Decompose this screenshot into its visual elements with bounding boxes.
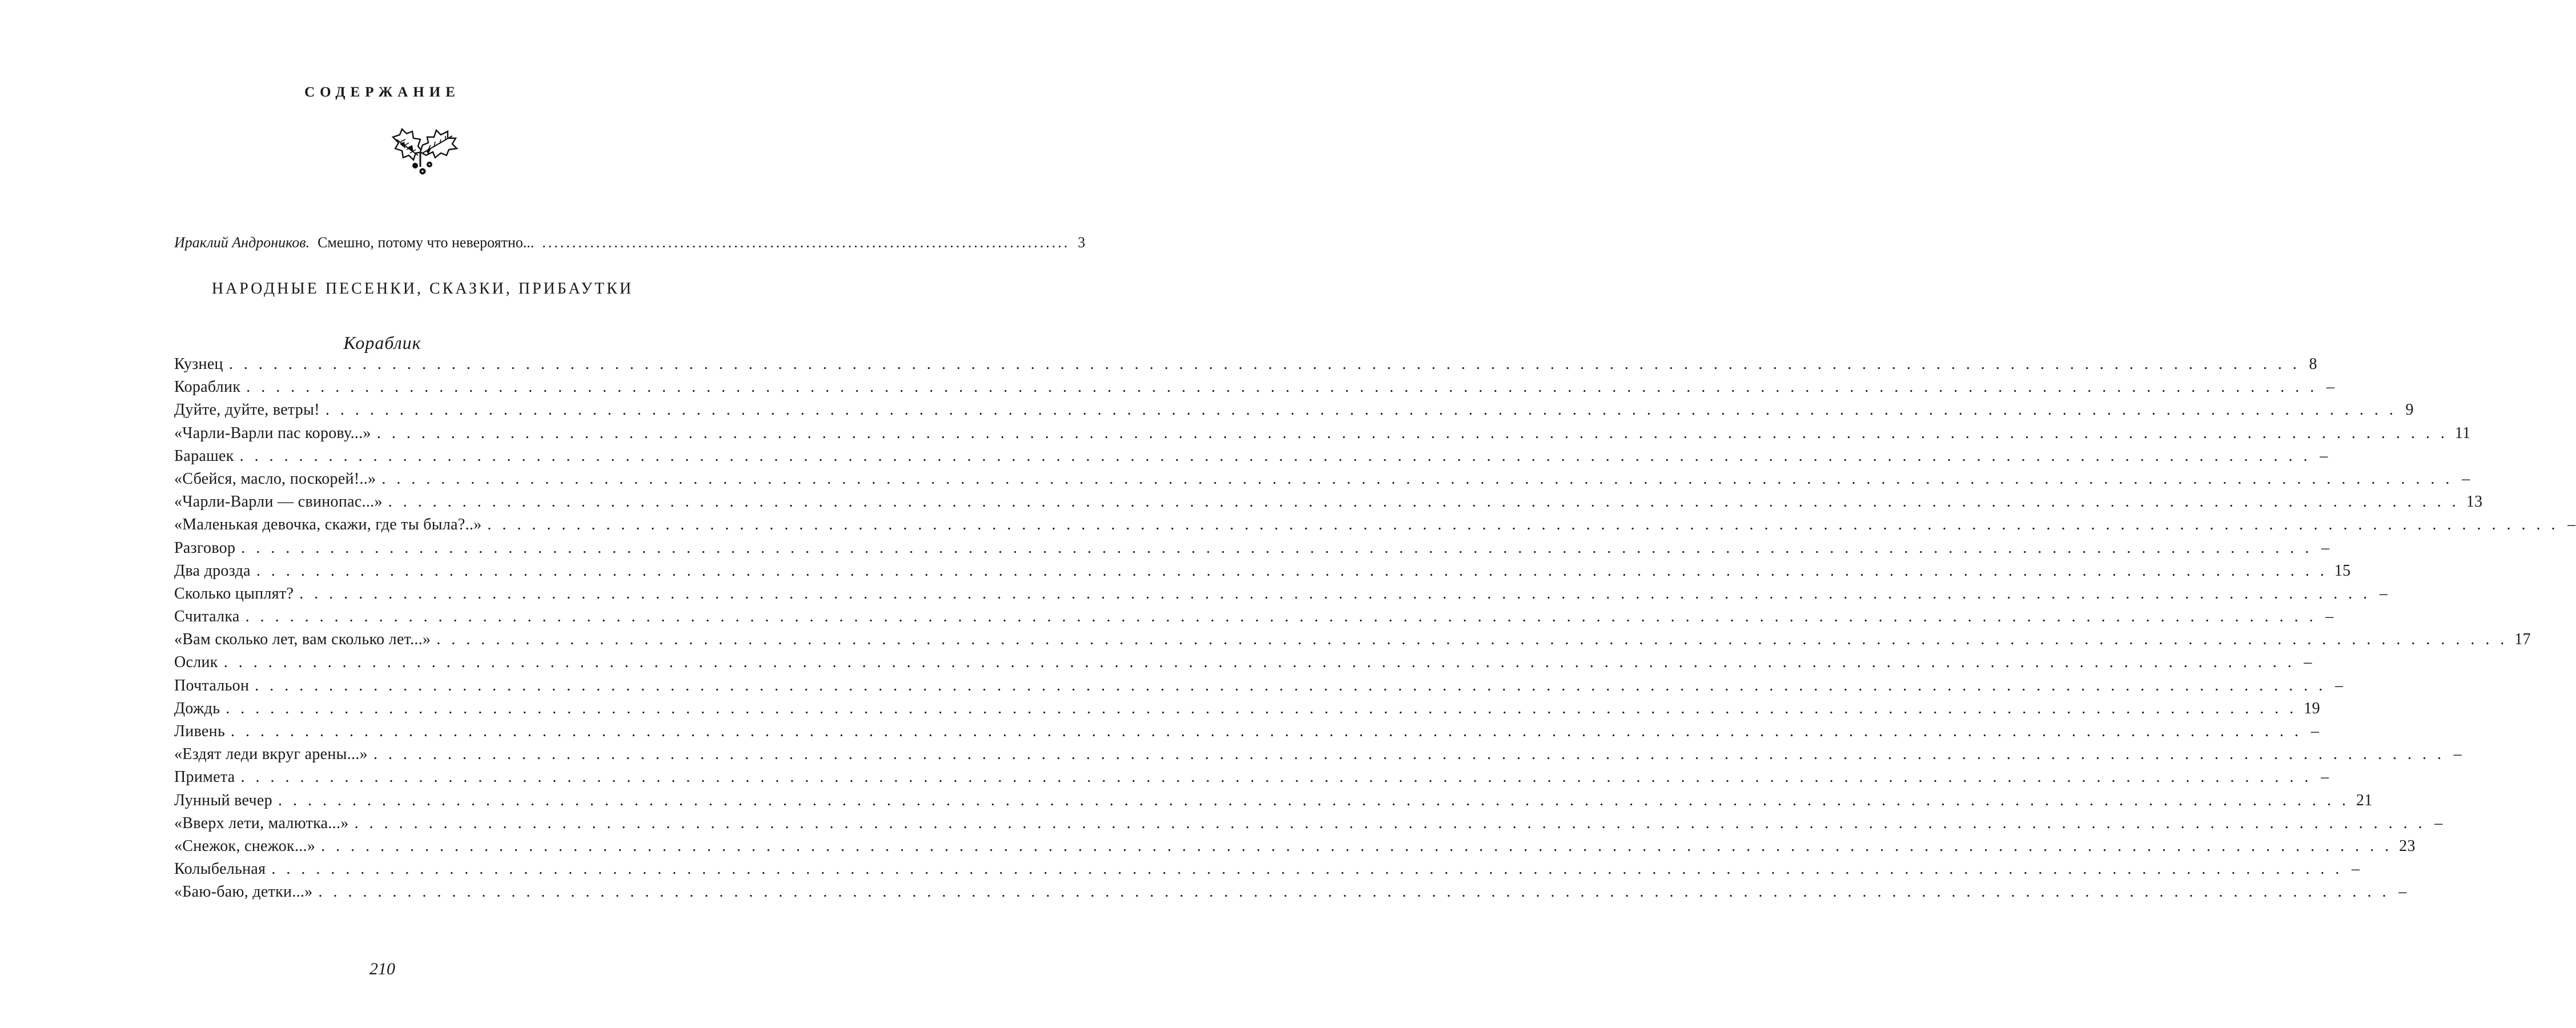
toc-entry-page-number: 17	[2514, 631, 2531, 649]
toc-entry-title: «Чарли-Варли — свинопас...»	[174, 493, 383, 511]
toc-entry	[174, 883, 2407, 906]
toc-entry-page-number: –	[2310, 722, 2320, 740]
toc-entry	[174, 516, 2576, 539]
leader-dots: . . . . . . . . . . . . . . . . . . . . . . . . . . . . . . . . . . . . . . . . . . . . . . . . . . . . . . . . . . . . . . . . . . . . . . . . . . . . . . . . . . . . . . . . . . . . . . . . . . . . . . . . . . . . . . . . . . . . . . . . . . . . . . . . . . . . . . . . . . . .	[226, 699, 2297, 717]
leader-dots: . . . . . . . . . . . . . . . . . . . . . . . . . . . . . . . . . . . . . . . . . . . . . . . . . . . . . . . . . . . . . . . . . . . . . . . . . . . . . . . . . . . . . . . . . . . . . . . . . . . . . . . . . . . . . . . . . . . . . . . . . . . . . . . . . . . . . . . . . . . .	[388, 493, 2460, 511]
toc-entry	[174, 539, 2330, 562]
toc-entry-page-number: 23	[2399, 837, 2416, 855]
toc-entry-title: «Маленькая девочка, скажи, где ты была?..»	[174, 516, 482, 534]
toc-entry-page-number: 21	[2356, 791, 2373, 809]
toc-entry-page-number: –	[2567, 516, 2576, 534]
toc-entry-page-number: 8	[2309, 355, 2317, 373]
toc-entry-title: «Вам сколько лет, вам сколько лет...»	[174, 631, 431, 649]
toc-entry-page-number: –	[2321, 768, 2329, 786]
toc-entry-page-number: –	[2434, 814, 2443, 832]
leader-dots: . . . . . . . . . . . . . . . . . . . . . . . . . . . . . . . . . . . . . . . . . . . . . . . . . . . . . . . . . . . . . . . . . . . . . . . . . . . . . . . . . . . . . . . . . . . . . . . . . . . . . . . . . . . . . . . . . . . . . . . . . . . . . . . . . . . . . . . . . . . .	[354, 814, 2426, 832]
toc-entry	[174, 584, 2388, 608]
toc-entry-title: Почтальон	[174, 676, 250, 694]
leader-dots: . . . . . . . . . . . . . . . . . . . . . . . . . . . . . . . . . . . . . . . . . . . . . . . . . . . . . . . . . . . . . . . . . . . . . . . . . . . . . . . . . . . . . . . . . . . . . . . . . . . . . . . . . . . . . . . . . . . . . . . . . . . . . . . . . . . . . . . . . . . .	[241, 539, 2313, 557]
toc-entry-page-number: 15	[2334, 561, 2351, 580]
leader-dots: . . . . . . . . . . . . . . . . . . . . . . . . . . . . . . . . . . . . . . . . . . . . . . . . . . . . . . . . . . . . . . . . . . . . . . . . . . . . . . . . . . . . . . . . . . . . . . . . . . . . . . . . . . . . . . . . . . . . . . . . . . . . . . . . . . . . . . . . . . . .	[436, 631, 2508, 649]
toc-entry-title: Примета	[174, 768, 235, 786]
toc-entry-title: «Вверх лети, малютка...»	[174, 814, 349, 832]
toc-entry	[174, 424, 2471, 447]
toc-entry	[174, 722, 2320, 745]
toc-entry-title: Считалка	[174, 608, 240, 626]
toc-entry-page-number: –	[2326, 378, 2335, 396]
intro-entry	[174, 234, 1086, 255]
toc-entry-title: Дождь	[174, 699, 220, 717]
toc-entry-title: «Ездят леди вкруг арены...»	[174, 745, 368, 764]
toc-entry	[174, 631, 2531, 653]
toc-entry-title: Дуйте, дуйте, ветры!	[174, 401, 320, 419]
toc-entry	[174, 378, 2335, 401]
footer-page-number: 210	[369, 959, 395, 978]
leader-dots: . . . . . . . . . . . . . . . . . . . . . . . . . . . . . . . . . . . . . . . . . . . . . . . . . . . . . . . . . . . . . . . . . . . . . . . . . . . . . . . . . . . . . . . . . . . . . . . . . . . . . . . . . . . . . . . . . . . . . . . . . . . . . . . . . . . . . . . . . . . .	[231, 722, 2302, 740]
toc-entry-title: Сколько цыплят?	[174, 584, 294, 603]
toc-entry-page-number: –	[2379, 584, 2388, 603]
toc-entry	[174, 653, 2312, 676]
leader-dots: . . . . . . . . . . . . . . . . . . . . . . . . . . . . . . . . . . . . . . . . . . . . . . . . . . . . . . . . . . . . . . . . . . . . . . . . . . . . . . . . . . . . . . . . . . . . . . . . . . . . . . . . . . . . . . . . . . . . . . . . . . . . . . . . . . . . . . . . . . . .	[318, 883, 2390, 901]
toc-entry-title: «Баю-баю, детки...»	[174, 883, 313, 901]
toc-entry-page-number: –	[2334, 676, 2344, 694]
toc-entry	[174, 355, 2317, 378]
toc-entry-page-number: –	[2304, 653, 2312, 672]
toc-list	[174, 355, 2576, 906]
toc-entry-title: Лунный вечер	[174, 791, 272, 809]
toc-entry	[174, 608, 2334, 631]
subsection-heading: Кораблик	[343, 332, 421, 353]
toc-entry	[174, 699, 2320, 722]
leader-dots: . . . . . . . . . . . . . . . . . . . . . . . . . . . . . . . . . . . . . . . . . . . . . . . . . . . . . . . . . . . . . . . . . . . . . . . . . . . . . . . . . . . . . . . . . . . . . . . . . . . . . . . . . . . . . . . . . . . . . . . . . . . . . . . . . . . . . . . . . . . .	[271, 860, 2343, 878]
leader-dots: . . . . . . . . . . . . . . . . . . . . . . . . . . . . . . . . . . . . . . . . . . . . . . . . . . . . . . . . . . . . . . . . . . . . . . . . . . . . . . . . . . . . . . . . . . . . . . . . . . . . . . . . . . . . . . . . . . . . . . . . . . . . . . . . . . . . . . . . . . . .	[240, 768, 2312, 786]
section-heading: НАРОДНЫЕ ПЕСЕНКИ, СКАЗКИ, ПРИБАУТКИ	[211, 280, 634, 298]
toc-entry-page-number: 19	[2304, 699, 2320, 717]
toc-entry-title: Ослик	[174, 653, 218, 672]
toc-entry-page-number: –	[2352, 860, 2360, 878]
leader-dots: . . . . . . . . . . . . . . . . . . . . . . . . . . . . . . . . . . . . . . . . . . . . . . . . . . . . . . . . . . . . . . . . . . . . . . . . . . . . . . . . . . . . . . . . . . . . . . . . . . . . . . . . . . . . . . . . . . . . . . . . . . . . . . . . . . . . . . . . . . . .	[381, 469, 2453, 488]
toc-entry-title: «Сбейся, масло, поскорей!..»	[174, 469, 376, 488]
leader-dots: . . . . . . . . . . . . . . . . . . . . . . . . . . . . . . . . . . . . . . . . . . . . . . . . . . . . . . . . . . . . . . . . . . . . . . . . . . . . . . . . . . . . . . . . . . . . . . . . . . . . . . . . . . . . . . . . . . . . . . . . . . . . . . . . . . . . . . . . . . . .	[376, 424, 2448, 442]
toc-entry-page-number: –	[2462, 469, 2470, 488]
toc-entry-page-number: –	[2321, 539, 2330, 557]
leader-dots: . . . . . . . . . . . . . . . . . . . . . . . . . . . . . . . . . . . . . . . . . . . . . . . . . . . . . . . . . . . . . . . . . . . . . . . . . . . . . . . . . . . . . . . . . . . . . . . . . . . . . . . . . . . . . . . . . . . . . . . . . . . . . . . . . . . . . . . . . . . .	[256, 561, 2328, 580]
leader-dots: . . . . . . . . . . . . . . . . . . . . . . . . . . . . . . . . . . . . . . . . . . . . . . . . . . . . . . . . . . . . . . . . . . . . . . . . . . . . . . . . . . . . . . . . . . . . . . . . . . . . . . . . . . . . . . . . . . . . . . . . . . . . . . . . . . . . . . . . . . . .	[223, 653, 2295, 672]
toc-entry	[174, 791, 2373, 814]
holly-leaves-icon	[388, 125, 463, 184]
toc-entry-title: Колыбельная	[174, 860, 266, 878]
toc-entry-title: «Снежок, снежок...»	[174, 837, 316, 855]
leader-dots: . . . . . . . . . . . . . . . . . . . . . . . . . . . . . . . . . . . . . . . . . . . . . . . . . . . . . . . . . . . . . . . . . . . . . . . . . . . . . . . . . . . . . . . . . . . . . . . . . . . . . . . . . . . . . . . . . . . . . . . . . . . . . . . . . . . . . . . . . . . .	[373, 745, 2445, 764]
toc-entry	[174, 469, 2470, 493]
leader-dots: . . . . . . . . . . . . . . . . . . . . . . . . . . . . . . . . . . . . . . . . . . . . . . . . . . . . . . . . . . . . . . . . . . . . . . . . . . . . . . . . . . . . . . . . . . . . . . . . . . . . . . . . . . . . . . . . . . . . . . . . . . . . . . . . . . . . . . . . . . . .	[239, 447, 2311, 465]
toc-entry	[174, 745, 2462, 768]
leader-dots: . . . . . . . . . . . . . . . . . . . . . . . . . . . . . . . . . . . . . . . . . . . . . . . . . . . . . . . . . . . . . . . . . . . . . . . . . . . . . . . . . . . . . . . . . . . . . . . . . . . . . . . . . . . . . . . . . . . . . . . . . . . . . . . . . . . . . . . . . . . .	[228, 355, 2300, 373]
toc-entry-title: «Чарли-Варли пас корову...»	[174, 424, 371, 442]
toc-entry	[174, 493, 2483, 516]
toc-entry	[174, 561, 2351, 585]
toc-entry-page-number: –	[2320, 447, 2328, 465]
leader-dots: . . . . . . . . . . . . . . . . . . . . . . . . . . . . . . . . . . . . . . . . . . . . . . . . . . . . . . . . . . . . . . . . . . . . . . . . . . . . . . . . . . . . . . . . . . . . . . . . . . . . . . . . . . . . . . . . . . . . . . . . . . . . . . . . . . . . . . . . . . . .	[278, 791, 2349, 809]
leader-dots: . . . . . . . . . . . . . . . . . . . . . . . . . . . . . . . . . . . . . . . . . . . . . . . . . . . . . . . . . . . . . . . . . . . . . . . . . . . . . . . . . . . . . . . . . . . . . . . . . . . . . . . . . . . . . . . . . . . . . . . . . . . . . . . . . . . . . . . . . . . .	[255, 676, 2326, 694]
toc-entry-title: Кораблик	[174, 378, 241, 396]
intro-page-number: 3	[1078, 234, 1086, 251]
toc-entry-page-number: 13	[2466, 493, 2483, 511]
toc-entry-title: Два дрозда	[174, 561, 251, 580]
toc-entry-page-number: 11	[2454, 424, 2471, 442]
intro-title: Смешно, потому что невероятно...	[318, 234, 535, 251]
toc-entry	[174, 860, 2360, 883]
toc-entry-page-number: –	[2453, 745, 2462, 764]
toc-entry	[174, 447, 2328, 470]
intro-author: Ираклий Андроников.	[174, 234, 310, 251]
toc-entry-page-number: –	[2325, 608, 2334, 626]
toc-entry	[174, 814, 2443, 837]
page-title: СОДЕРЖАНИЕ	[304, 85, 460, 100]
toc-entry-title: Кузнец	[174, 355, 223, 373]
leader-dots: . . . . . . . . . . . . . . . . . . . . . . . . . . . . . . . . . . . . . . . . . . . . . . . . . . . . . . . . . . . . . . . . . . . . . . . . . . . . . . . . . . . . . . . . . . . . . . . . . . . . . . . . . . . . . . . . . . . . . . . . . . . . . . . . . . . . . . . . . . . .	[487, 516, 2559, 534]
leader-dots: . . . . . . . . . . . . . . . . . . . . . . . . . . . . . . . . . . . . . . . . . . . . . . . . . . . . . . . . . . . . . . . . . . . . . . . . . . . . . . . . . . . . . . . . . . . . . . . . . . . . . . . . . . . . . . . . . . . . . . . . . . . . . . . . . . . . . . . . . . . .	[325, 401, 2397, 419]
toc-entry	[174, 401, 2414, 424]
toc-entry-title: Ливень	[174, 722, 226, 740]
leader-dots: . . . . . . . . . . . . . . . . . . . . . . . . . . . . . . . . . . . . . . . . . . . . . . . . . . . . . . . . . . . . . . . . . . . . . . . . . . . . . . . . . . . . . . . . . . . . . . . . . . . . . . . . . . . . . . . . . . . . . . . . . . . . . . . . . . . . . . . . . . . .	[321, 837, 2393, 855]
leader-dots: ........................................................................................	[542, 234, 1070, 251]
toc-entry-title: Разговор	[174, 539, 236, 557]
leader-dots: . . . . . . . . . . . . . . . . . . . . . . . . . . . . . . . . . . . . . . . . . . . . . . . . . . . . . . . . . . . . . . . . . . . . . . . . . . . . . . . . . . . . . . . . . . . . . . . . . . . . . . . . . . . . . . . . . . . . . . . . . . . . . . . . . . . . . . . . . . . .	[246, 378, 2318, 396]
toc-entry	[174, 837, 2416, 860]
toc-entry-page-number: 9	[2405, 401, 2414, 419]
toc-entry-page-number: –	[2398, 883, 2407, 901]
leader-dots: . . . . . . . . . . . . . . . . . . . . . . . . . . . . . . . . . . . . . . . . . . . . . . . . . . . . . . . . . . . . . . . . . . . . . . . . . . . . . . . . . . . . . . . . . . . . . . . . . . . . . . . . . . . . . . . . . . . . . . . . . . . . . . . . . . . . . . . . . . . .	[299, 584, 2371, 603]
toc-entry	[174, 768, 2329, 791]
toc-entry	[174, 676, 2344, 700]
toc-entry-title: Барашек	[174, 447, 234, 465]
leader-dots: . . . . . . . . . . . . . . . . . . . . . . . . . . . . . . . . . . . . . . . . . . . . . . . . . . . . . . . . . . . . . . . . . . . . . . . . . . . . . . . . . . . . . . . . . . . . . . . . . . . . . . . . . . . . . . . . . . . . . . . . . . . . . . . . . . . . . . . . . . . .	[245, 608, 2317, 626]
